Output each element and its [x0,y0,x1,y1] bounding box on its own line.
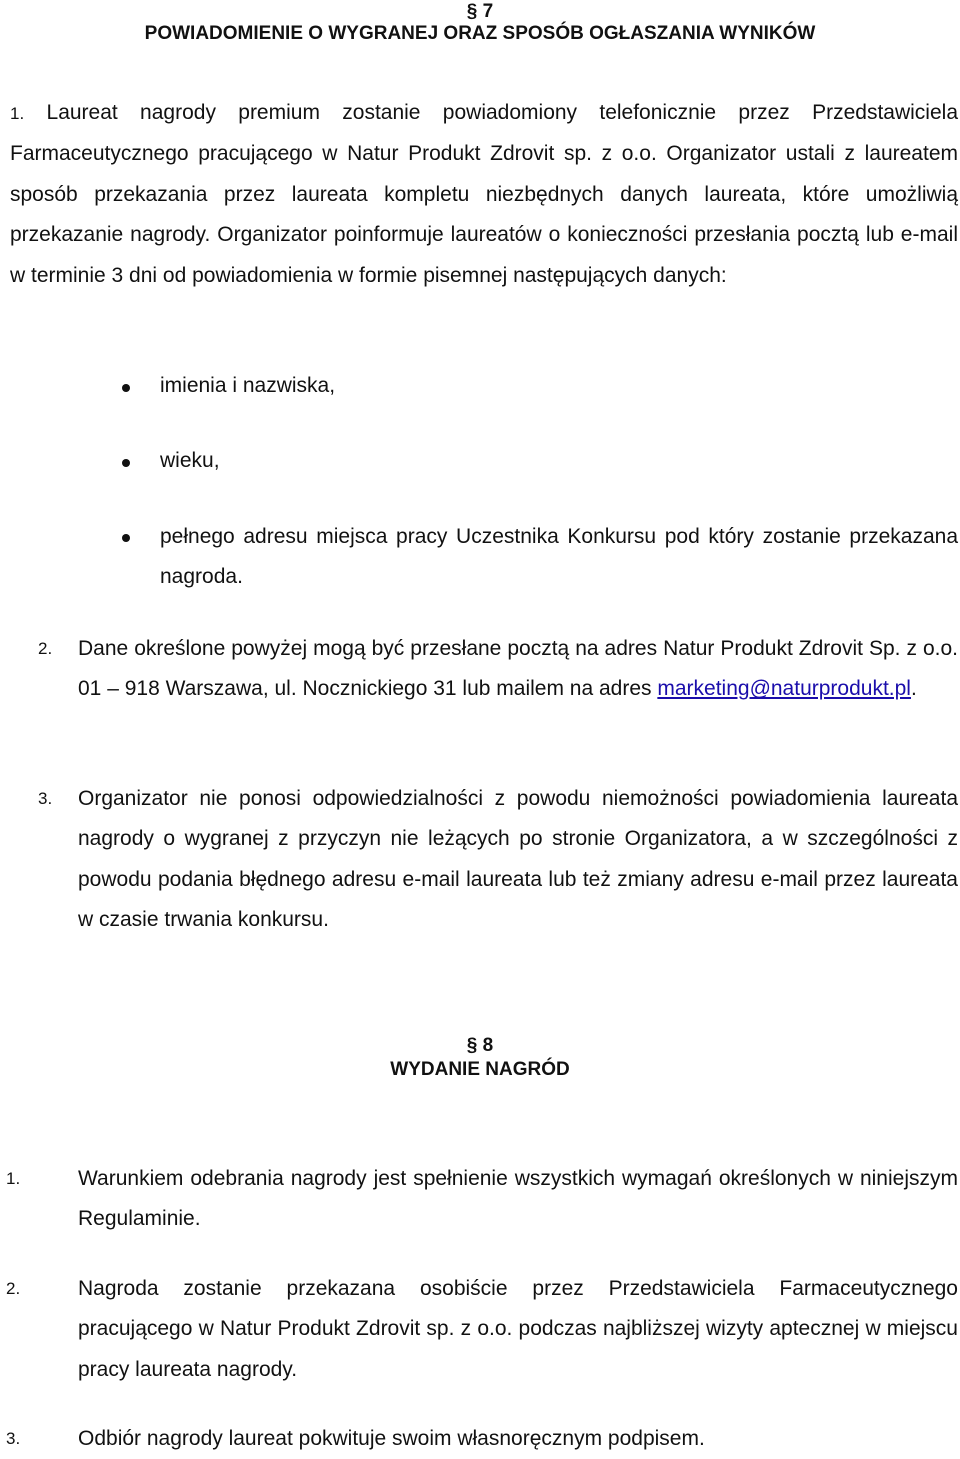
email-link[interactable]: marketing@naturprodukt.pl [657,677,911,701]
item-number: 2. [38,639,53,658]
item-number: 2. [6,1279,21,1298]
section-8-item-3: Odbiór nagrody laureat pokwituje swoim własnoręcznym podpisem. [78,1427,705,1450]
bullet-item-2: wieku, [160,449,220,472]
section-8-item-2: Nagroda zostanie przekazana osobiście przez Przedstawiciela Farmaceutycznego pracującego w Natur Produkt Zdrovit sp. z o.o. podczas najbliższej wizyty aptecznej w miejscu pracy laureata nagrody. [78,1277,958,1381]
item-text: Dane określone powyżej mogą być przesłane pocztą na adres Natur Produkt Zdrovit Sp. z o.o. 01 – 918 Warszawa, ul. Nocznickiego 31 lub mailem na adres [78,637,958,701]
section-8-number: § 8 [466,1035,494,1056]
item-text: Laureat nagrody premium zostanie powiadomiony telefonicznie przez Przedstawiciela Farmaceutycznego pracującego w Natur Produkt Zdrovit sp. z o.o. Organizator ustali z laureatem sposób przekazania przez laureata kompletu niezbędnych danych laureata, które umożliwią przekazanie nagrody. Organizator poinformuje laureatów o konieczności przesłania pocztą lub e-mail w terminie 3 dni od powiadomienia w formie pisemnej następujących danych: [10,101,958,287]
bullet-icon [122,384,130,392]
item-number: 1. [6,1169,21,1188]
section-8-item-1: Warunkiem odebrania nagrody jest spełnienie wszystkich wymagań określonych w niniejszym Regulaminie. [78,1167,958,1231]
section-7-number: § 7 [466,1,494,22]
bullet-icon [122,459,130,467]
item-number: 1. [10,104,25,123]
bullet-item-1: imienia i nazwiska, [160,374,336,397]
section-7-item-1 [10,93,958,296]
section-7-title: POWIADOMIENIE O WYGRANEJ ORAZ SPOSÓB OGŁASZANIA WYNIKÓW [144,23,816,44]
item-text-end: . [910,677,917,701]
bullet-icon [122,534,130,542]
item-number: 3. [6,1429,21,1448]
section-7-item-3: Organizator nie ponosi odpowiedzialności z powodu niemożności powiadomienia laureata nagrody o wygranej z przyczyn nie leżących po stronie Organizatora, a w szczególności z powodu podania błędnego adresu e-mail laureata lub też zmiany adresu e-mail przez laureata w czasie trwania konkursu. [78,787,958,932]
section-7-item-2 [78,629,958,710]
item-number: 3. [38,789,53,808]
section-8-title: WYDANIE NAGRÓD [390,1059,570,1080]
bullet-item-3: pełnego adresu miejsca pracy Uczestnika Konkursu pod który zostanie przekazana nagroda. [160,525,958,589]
